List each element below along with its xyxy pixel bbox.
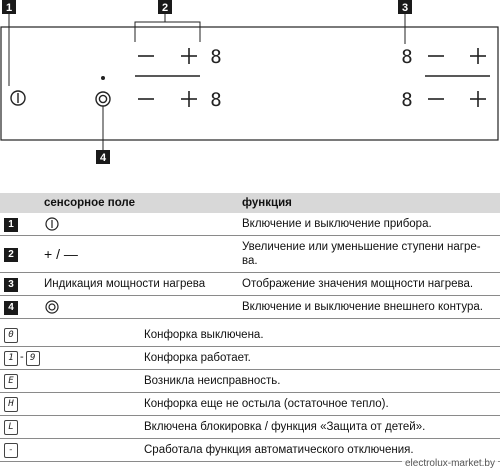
callout-2 xyxy=(135,0,200,42)
display-indicator: H xyxy=(4,397,18,412)
row-function: Отображение значения мощности нагрева. xyxy=(238,273,500,296)
callout-4 xyxy=(96,150,110,164)
callout-3 xyxy=(398,0,412,44)
display-indicator: L xyxy=(4,420,18,435)
row-function: Включение и выключение внешнего контура. xyxy=(238,296,500,319)
power-icon[interactable] xyxy=(11,91,25,105)
svg-text:1: 1 xyxy=(5,2,13,14)
table-row xyxy=(0,296,500,319)
svg-text:2: 2 xyxy=(161,2,169,14)
svg-text:4: 4 xyxy=(99,152,107,164)
header-touch-field: сенсорное поле xyxy=(40,193,238,213)
power-level-display: 8 xyxy=(210,46,222,68)
row-number: 2 xyxy=(4,248,18,262)
row-function: Конфорка работает. xyxy=(140,347,500,370)
row-function: Включение и выключение прибора. xyxy=(238,213,500,236)
power-level-display: 8 xyxy=(401,46,413,68)
left-zone-controls xyxy=(135,46,222,111)
power-level-display: 8 xyxy=(401,89,413,111)
control-panel-diagram xyxy=(0,0,500,180)
right-zone-controls xyxy=(401,46,490,111)
table-row xyxy=(0,236,500,273)
indicator-table xyxy=(0,324,500,462)
row-function: Возникла неисправность. xyxy=(140,370,500,393)
power-level-display: 8 xyxy=(210,89,222,111)
header-num xyxy=(0,193,40,213)
power-icon xyxy=(44,216,60,232)
row-function: Сработала функция автоматического отключения. xyxy=(140,439,500,462)
dual-circuit-icon xyxy=(44,299,60,315)
indicator-dot xyxy=(101,76,105,80)
plus-icon[interactable] xyxy=(181,48,197,64)
row-function: Увеличение или уменьшение ступени нагре-ва. xyxy=(238,236,500,273)
table-row xyxy=(0,273,500,296)
plus-icon[interactable] xyxy=(470,91,486,107)
watermark: electrolux-market.by xyxy=(402,458,498,469)
table-row xyxy=(0,213,500,236)
plus-icon[interactable] xyxy=(470,48,486,64)
display-indicator: 9 xyxy=(26,351,40,366)
table-row xyxy=(0,370,500,393)
table-row xyxy=(0,393,500,416)
row-number: 1 xyxy=(4,218,18,232)
row-function: Конфорка выключена. xyxy=(140,324,500,347)
table-row xyxy=(0,347,500,370)
svg-text:3: 3 xyxy=(401,2,409,14)
display-indicator: 0 xyxy=(4,328,18,343)
row-number: 3 xyxy=(4,278,18,292)
display-indicator: 1 xyxy=(4,351,18,366)
row-function: Конфорка еще не остыла (остаточное тепло). xyxy=(140,393,500,416)
display-indicator: E xyxy=(4,374,18,389)
row-touch-field: Индикация мощности нагрева xyxy=(40,273,238,296)
row-function: Включена блокировка / функция «Защита от детей». xyxy=(140,416,500,439)
table-row xyxy=(0,324,500,347)
panel-outline xyxy=(1,27,498,140)
plus-icon[interactable] xyxy=(181,91,197,107)
callout-1 xyxy=(2,0,16,86)
function-table xyxy=(0,193,500,319)
row-touch-field: + / — xyxy=(40,236,238,273)
header-function: функция xyxy=(238,193,500,213)
table-header xyxy=(0,193,500,213)
range-separator: - xyxy=(20,351,24,363)
display-indicator: - xyxy=(4,443,18,458)
row-number: 4 xyxy=(4,301,18,315)
table-row xyxy=(0,416,500,439)
dual-circuit-icon[interactable] xyxy=(96,92,110,106)
